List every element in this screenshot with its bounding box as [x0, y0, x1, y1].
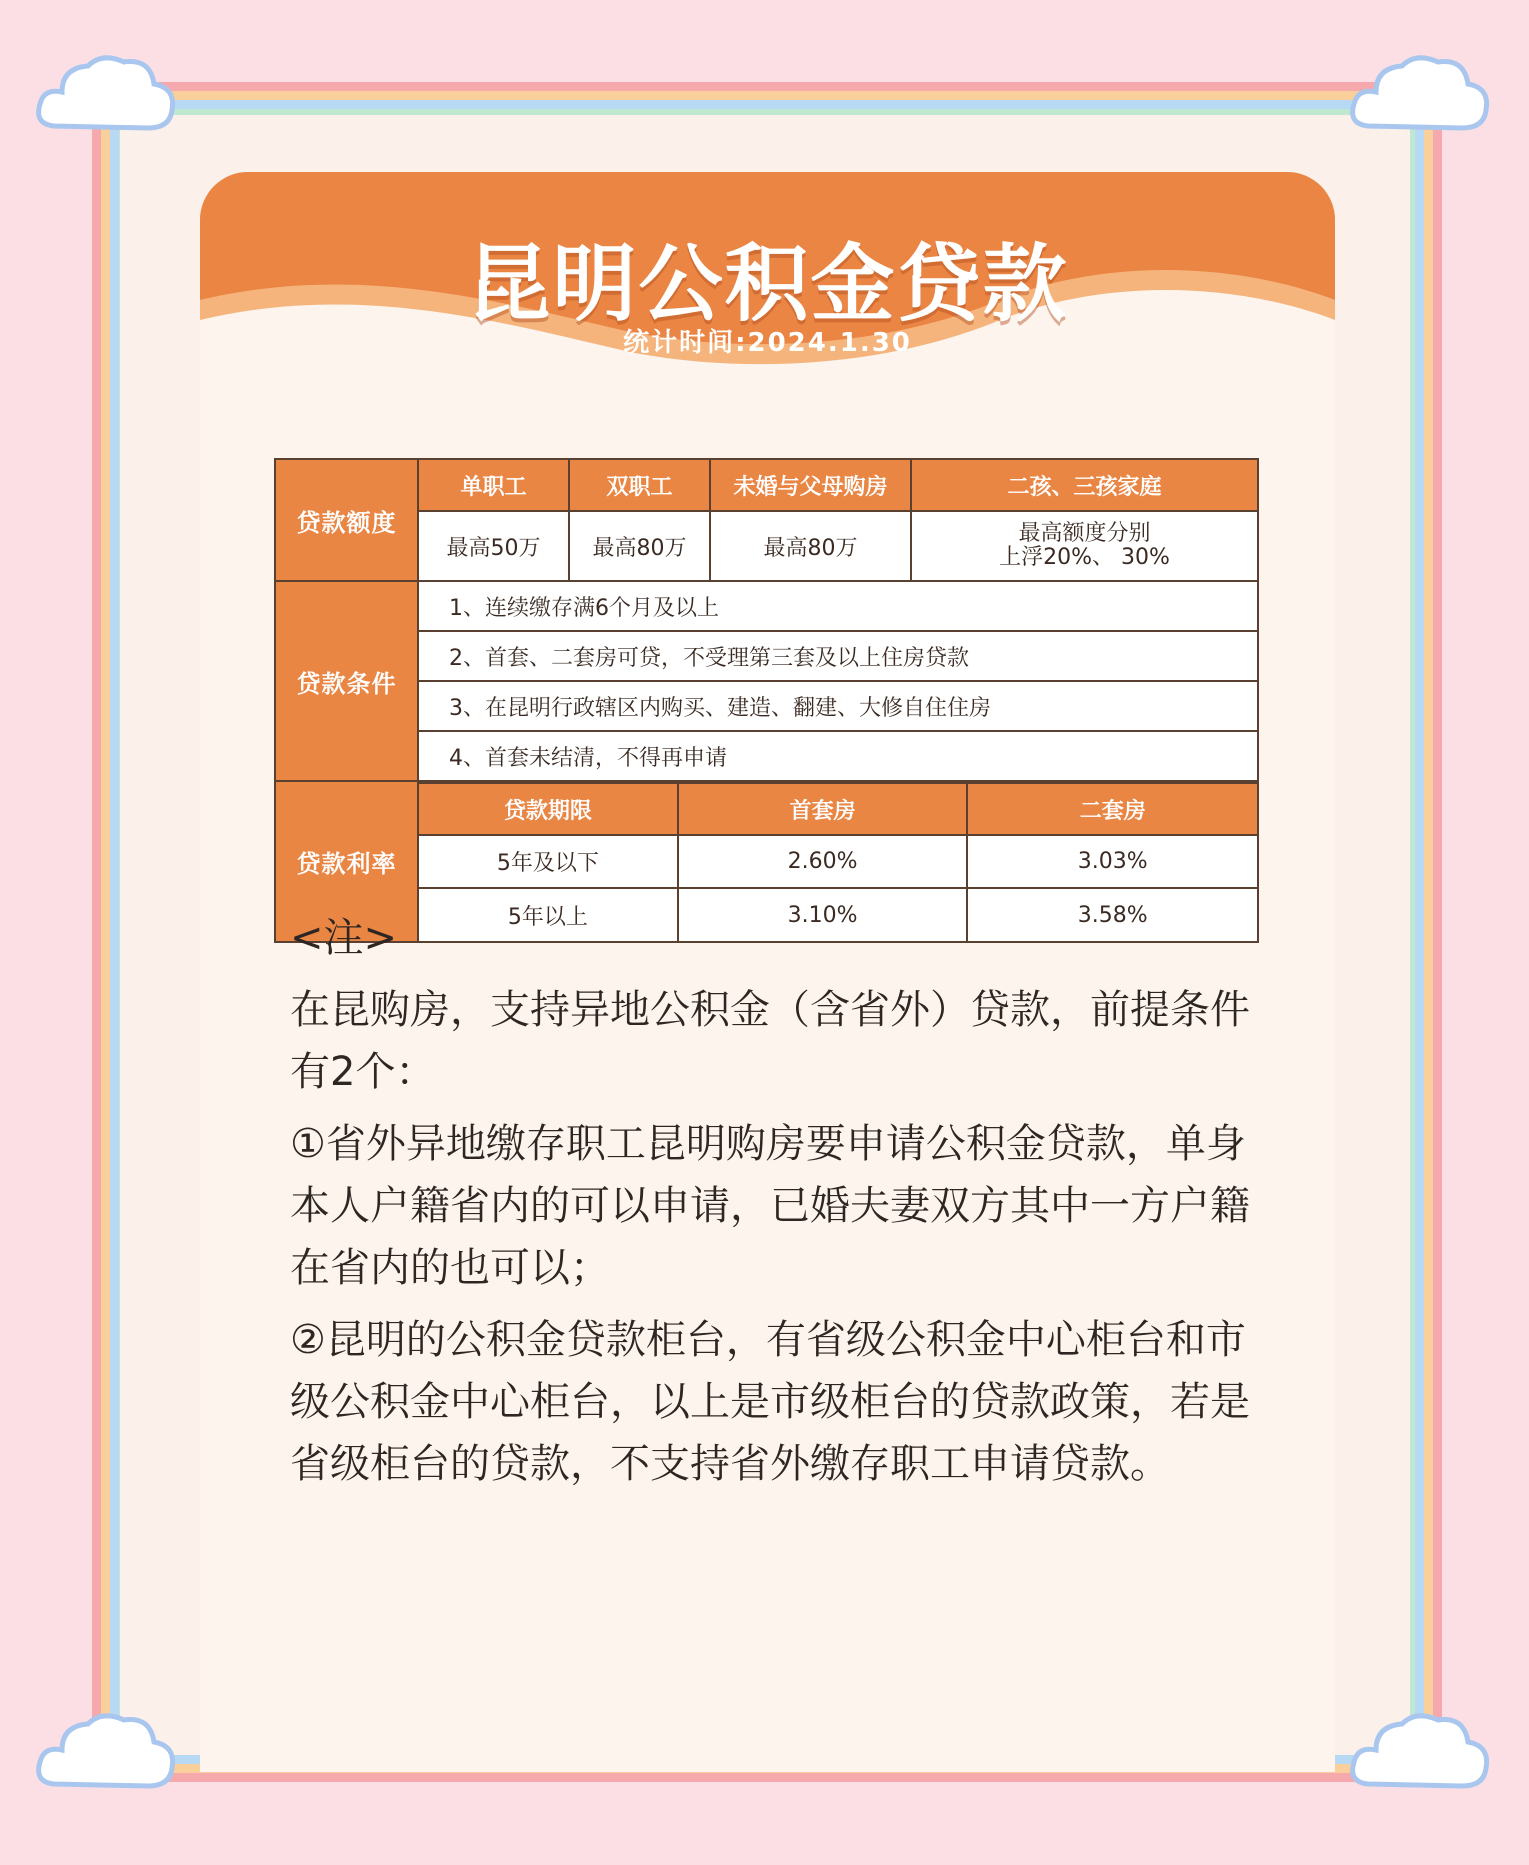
amount-header: 未婚与父母购房 — [710, 459, 911, 511]
condition-item: 1、连续缴存满6个月及以上 — [418, 581, 1258, 631]
section-label-amount: 贷款额度 — [275, 459, 418, 581]
amount-value: 最高50万 — [418, 511, 569, 581]
rate-term: 5年以上 — [419, 888, 678, 941]
cloud-icon — [1346, 48, 1496, 148]
notes-section — [290, 907, 1250, 1505]
content-card — [200, 172, 1335, 1772]
rate-header: 二套房 — [967, 783, 1257, 835]
notes-heading: <注> — [290, 915, 398, 961]
rate-header: 贷款期限 — [419, 783, 678, 835]
amount-header: 双职工 — [569, 459, 710, 511]
amount-value: 最高80万 — [569, 511, 710, 581]
cloud-icon — [1346, 1706, 1496, 1806]
amount-value: 最高80万 — [710, 511, 911, 581]
stats-date: 统计时间:2024.1.30 — [623, 328, 912, 358]
rate-header: 首套房 — [678, 783, 968, 835]
loan-table — [274, 458, 1259, 943]
cloud-icon — [32, 48, 182, 148]
condition-item: 2、首套、二套房可贷，不受理第三套及以上住房贷款 — [418, 631, 1258, 681]
rate-second-home: 3.58% — [967, 888, 1257, 941]
section-label-rate: 贷款利率 — [275, 781, 418, 942]
rate-first-home: 2.60% — [678, 835, 968, 888]
rate-first-home: 3.10% — [678, 888, 968, 941]
condition-item: 3、在昆明行政辖区内购买、建造、翻建、大修自住住房 — [418, 681, 1258, 731]
rate-second-home: 3.03% — [967, 835, 1257, 888]
cloud-icon — [32, 1706, 182, 1806]
notes-paragraph: 在昆购房，支持异地公积金（含省外）贷款，前提条件有2个： — [290, 987, 1250, 1095]
notes-paragraph: ②昆明的公积金贷款柜台，有省级公积金中心柜台和市级公积金中心柜台，以上是市级柜台的贷款政策，若是省级柜台的贷款，不支持省外缴存职工申请贷款。 — [290, 1317, 1250, 1487]
amount-value: 最高额度分别 上浮20%、 30% — [911, 511, 1258, 581]
page-title: 昆明公积金贷款 — [466, 235, 1069, 333]
condition-item: 4、首套未结清，不得再申请 — [418, 731, 1258, 781]
notes-paragraph: ①省外异地缴存职工昆明购房要申请公积金贷款，单身本人户籍省内的可以申请，已婚夫妻双方其中一方户籍在省内的也可以； — [290, 1121, 1250, 1291]
amount-header: 单职工 — [418, 459, 569, 511]
rate-term: 5年及以下 — [419, 835, 678, 888]
amount-header: 二孩、三孩家庭 — [911, 459, 1258, 511]
section-label-conditions: 贷款条件 — [275, 581, 418, 781]
